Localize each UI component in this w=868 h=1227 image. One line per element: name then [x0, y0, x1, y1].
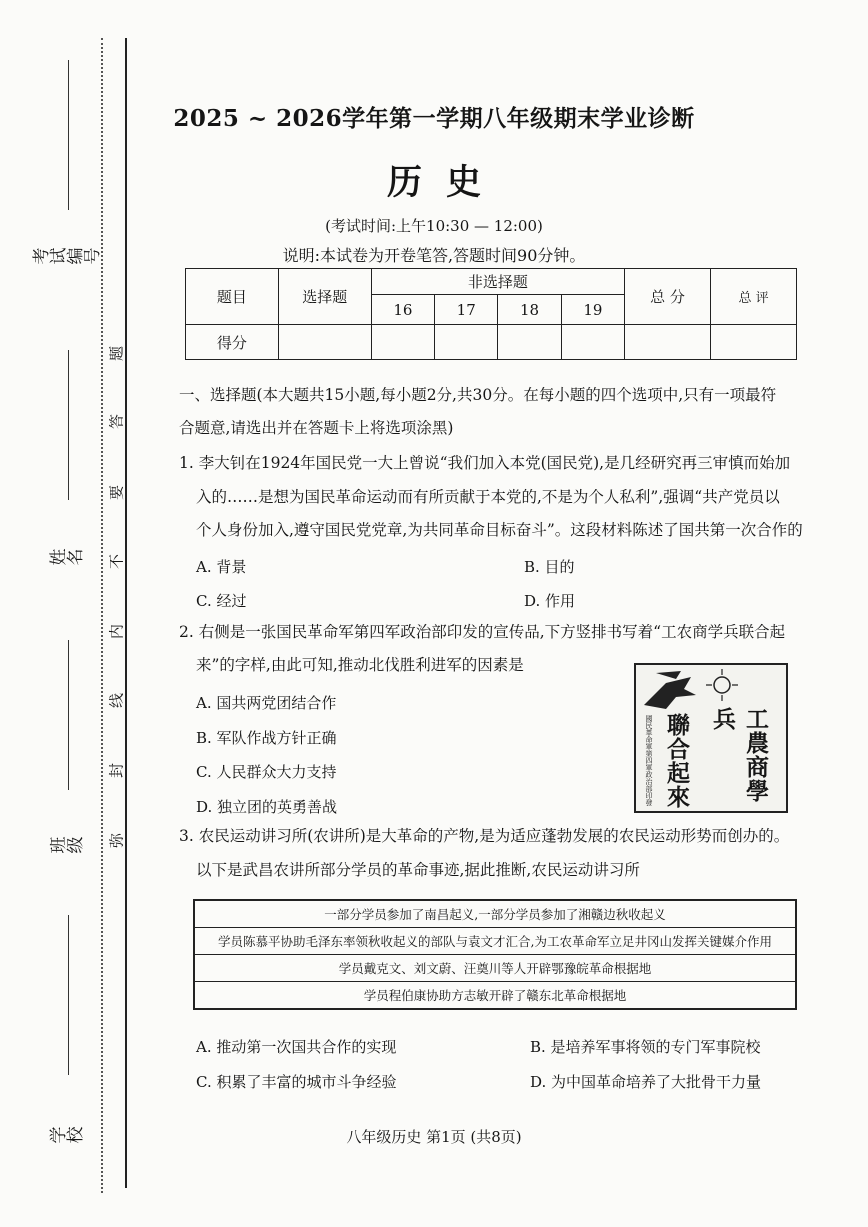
score-table-header: 题目: [186, 269, 279, 325]
q2-option-b[interactable]: B. 军队作战方针正确: [196, 729, 337, 747]
school-label: 学 校: [49, 1126, 86, 1144]
table-row: 学员陈慕平协助毛泽东率领秋收起义的部队与袁文才汇合,为工农革命军立足井冈山发挥关键媒介作用: [194, 928, 796, 955]
score-table-header: 总 分: [625, 269, 711, 325]
question-3-text: 3. 农民运动讲习所(农讲所)是大革命的产物,是为适应蓬勃发展的农民运动形势而创办的。: [179, 827, 790, 845]
q3-option-b[interactable]: B. 是培养军事将领的专门军事院校: [530, 1038, 761, 1056]
q1-option-c[interactable]: C. 经过: [196, 592, 247, 610]
poster-issuer: 國民革命軍第四軍政治部印發: [645, 715, 653, 806]
question-1-text: 入的……是想为国民革命运动而有所贡献于本党的,不是为个人私利”,强调“共产党员以: [196, 488, 780, 506]
exam-time: (考试时间:上午10:30 — 12:00): [325, 217, 543, 235]
table-row: 学员程伯康协助方志敏开辟了赣东北革命根据地: [194, 982, 796, 1010]
section-instruction: 合题意,请选出并在答题卡上将选项涂黑): [179, 419, 454, 437]
score-cell: [711, 325, 797, 360]
question-2-text: 来”的字样,由此可知,推动北伐胜利进军的因素是: [196, 656, 524, 674]
seal-char: 内: [107, 624, 126, 640]
score-table: [185, 268, 797, 360]
score-cell: [435, 325, 498, 360]
table-row: 学员戴克文、刘文蔚、汪奠川等人开辟鄂豫皖革命根据地: [194, 955, 796, 982]
score-table-col: 17: [435, 295, 498, 325]
q1-option-b[interactable]: B. 目的: [524, 558, 575, 576]
score-table-col: 19: [561, 295, 624, 325]
table-row: 一部分学员参加了南昌起义,一部分学员参加了湘赣边秋收起义: [194, 900, 796, 928]
page-footer: 八年级历史 第1页 (共8页): [346, 1128, 522, 1146]
q2-option-c[interactable]: C. 人民群众大力支持: [196, 763, 337, 781]
exam-no-label: 考试编号: [32, 247, 103, 265]
q2-option-d[interactable]: D. 独立团的英勇善战: [196, 798, 338, 816]
name-label: 姓 名: [49, 548, 86, 566]
name-underline: [68, 350, 69, 500]
school-underline: [68, 915, 69, 1075]
seal-solid-line: [125, 38, 127, 1188]
student-deeds-table: [193, 899, 797, 1010]
score-table-row-label: 得分: [186, 325, 279, 360]
q1-option-a[interactable]: A. 背景: [196, 558, 247, 576]
q1-option-d[interactable]: D. 作用: [524, 592, 576, 610]
seal-char: 弥: [107, 833, 126, 849]
score-cell: [625, 325, 711, 360]
q3-option-d[interactable]: D. 为中国革命培养了大批骨干力量: [530, 1073, 762, 1091]
question-1-text: 个人身份加入,遵守国民党党章,为共同革命目标奋斗”。这段材料陈述了国共第一次合作的: [196, 521, 803, 539]
seal-char: 不: [107, 554, 126, 570]
propaganda-poster: [634, 663, 788, 813]
class-label: 班 级: [49, 836, 86, 854]
q3-option-a[interactable]: A. 推动第一次国共合作的实现: [196, 1038, 397, 1056]
score-table-header: 总 评: [711, 269, 797, 325]
score-cell: [371, 325, 434, 360]
score-cell: [561, 325, 624, 360]
score-table-header: 选择题: [278, 269, 371, 325]
seal-char: 要: [107, 485, 126, 501]
question-3-text: 以下是武昌农讲所部分学员的革命事迹,据此推断,农民运动讲习所: [196, 861, 640, 879]
section-instruction: 一、选择题(本大题共15小题,每小题2分,共30分。在每小题的四个选项中,只有一项最符: [179, 386, 777, 404]
class-underline: [68, 640, 69, 790]
exam-title: 2025 ~ 2026学年第一学期八年级期末学业诊断: [173, 105, 695, 132]
poster-slogan: 聯合起來: [663, 713, 690, 809]
seal-char: 题: [107, 346, 126, 362]
seal-char: 线: [107, 693, 126, 709]
seal-char: 封: [107, 763, 126, 779]
exam-note: 说明:本试卷为开卷笔答,答题时间90分钟。: [282, 246, 586, 265]
subject-title: 历史: [386, 162, 505, 203]
score-table-col: 18: [498, 295, 561, 325]
score-cell: [278, 325, 371, 360]
score-table-col: 16: [371, 295, 434, 325]
seal-char: 答: [107, 414, 126, 430]
q2-option-a[interactable]: A. 国共两党团结合作: [196, 694, 337, 712]
question-2-text: 2. 右侧是一张国民革命军第四军政治部印发的宣传品,下方竖排书写着“工农商学兵联合起: [179, 623, 786, 641]
score-cell: [498, 325, 561, 360]
question-1-text: 1. 李大钊在1924年国民党一大上曾说“我们加入本党(国民党),是几经研究再三审慎而始加: [179, 454, 791, 472]
poster-slogan: 工農商學兵: [709, 707, 769, 803]
seal-dotted-line: [101, 38, 103, 1193]
q3-option-c[interactable]: C. 积累了丰富的城市斗争经验: [196, 1073, 397, 1091]
score-table-header: 非选择题: [371, 269, 624, 295]
